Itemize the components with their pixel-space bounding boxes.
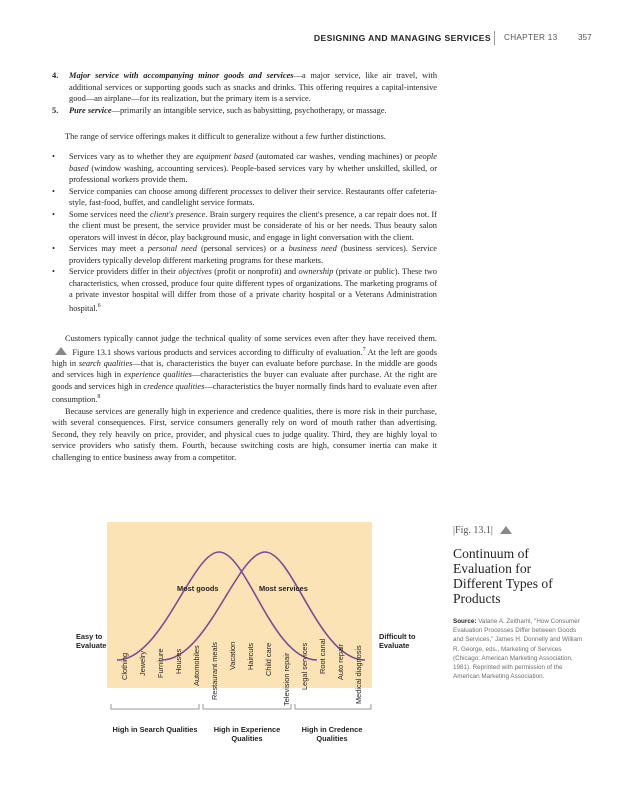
body-paragraphs	[52, 333, 437, 463]
web-resource-icon[interactable]	[55, 347, 67, 355]
item-label: Medical diagnosis	[354, 645, 363, 704]
item-label: Television repair	[282, 652, 291, 706]
paragraph-1: Customers typically cannot judge the technical quality of some services even after they have received them. Figure 13.1 shows various products and services according to difficulty of evaluation.$^7$ At the left are goods high in search qualities—that is, characteristics the buyer can evaluate before purchase. In the middle are goods and services high in experience qualities—characteristics the buyer can evaluate after purchase. At the right are goods and services high in credence qualities—characteristics the buyer normally finds hard to evaluate even after consumption.$^8$	[52, 334, 438, 405]
figure-number: |Fig. 13.1|	[453, 525, 493, 536]
item-label: Root canal	[318, 638, 327, 674]
figure-caption	[453, 520, 583, 681]
item-label: Child care	[264, 642, 273, 676]
item-label: Haircuts	[246, 642, 255, 670]
difficult-to-evaluate-label: Difficult to Evaluate	[379, 632, 416, 650]
bullet-item-5: • Service providers differ in their objectives (profit or nonprofit) and ownership (private or public). These two characteristics, when crossed, produce four quite different types of organizations. The marketing programs of a private investor hospital will differ from those of a private charity hospital or a Veterans Administration hospital.$^6$	[52, 267, 437, 313]
bullet-item-1: • Services vary as to whether they are equipment based (automated car washes, vending machines) or people based (window washing, accounting services). People-based services vary by whether unskilled, skilled, or professional workers provide them.	[52, 152, 437, 184]
figure-title: Continuum of Evaluation for Different Types of Products	[453, 546, 553, 606]
easy-to-evaluate-label: Easy to Evaluate	[76, 632, 107, 650]
most-goods-label: Most goods	[177, 584, 219, 593]
chapter-label: CHAPTER 13	[504, 33, 558, 42]
bullet-item-2: • Service companies can choose among different processes to deliver their service. Restaurants offer cafeteria-style, fast-food, buffet, and candlelight service formats.	[52, 186, 437, 207]
most-services-label: Most services	[259, 584, 308, 593]
group-label-experience: High in Experience Qualities	[213, 725, 281, 743]
item-label: Auto repair	[336, 643, 345, 680]
bullet-item-3: • Some services need the client's presence. Brain surgery requires the client's presence, a car repair does not. If the client must be present, the service provider must be considerate of his or her needs. Thus beauty salon operators will invest in décor, play background music, and engage in light conversation with the client.	[52, 209, 437, 242]
page-number: 357	[578, 33, 592, 42]
group-brackets	[107, 704, 375, 718]
numbered-item-5	[52, 105, 437, 117]
item-number: 5.	[52, 105, 59, 115]
item-label: Furniture	[156, 648, 165, 678]
item-term: Major service with accompanying minor goods and services	[69, 71, 294, 80]
header-divider	[494, 31, 495, 45]
bullet-list	[52, 151, 437, 314]
paragraph-2: Because services are generally high in experience and credence qualities, there is more risk in their purchase, with several consequences. First, service consumers generally rely on word of mouth rather than advertising. Second, they rely heavily on price, provider, and physical cues to judge quality. Third, they are highly loyal to service providers who satisfy them. Fourth, because switching costs are high, consumer inertia can make it challenging to entice business away from a competitor.	[52, 406, 437, 462]
item-label: Clothing	[120, 652, 129, 680]
item-label: Restaurant meals	[210, 642, 219, 700]
item-term: Pure service	[69, 105, 112, 115]
group-label-search: High in Search Qualities	[112, 725, 198, 734]
web-resource-icon[interactable]	[500, 526, 512, 534]
numbered-list	[52, 70, 437, 116]
running-title: DESIGNING AND MANAGING SERVICES	[313, 33, 491, 43]
item-text: —primarily an intangible service, such as babysitting, psychotherapy, or massage.	[111, 105, 387, 115]
item-label: Automobiles	[192, 645, 201, 686]
item-label: Vacation	[228, 641, 237, 670]
item-label: Jewelry	[138, 650, 147, 676]
bullet-item-4: • Services may meet a personal need (personal services) or a business need (business services). Service providers typically develop different marketing programs for these markets.	[52, 244, 437, 265]
item-text: —a major service, like air travel, with additional services or supporting goods such as snacks and drinks. This offering requires a capital-intensive good—an airplane—for its realization, but the primary item is a service.	[69, 71, 438, 103]
item-number: 4.	[52, 71, 59, 80]
item-label: Legal services	[300, 642, 309, 690]
figure-source: Source: Valarie A. Zeithaml, "How Consumer Evaluation Processes Differ between Goods and Services," James H. Donnelly and William R. George, eds., Marketing of Services (Chicago: American Marketing Association, 1981). Reprinted with permission of the American Marketing Association.	[453, 618, 583, 681]
item-label: Houses	[174, 648, 183, 674]
group-label-credence: High in Credence Qualities	[301, 725, 363, 743]
numbered-item-4	[52, 70, 437, 105]
running-header	[0, 33, 623, 47]
intro-paragraph: The range of service offerings makes it difficult to generalize without a few further distinctions.	[65, 132, 386, 141]
